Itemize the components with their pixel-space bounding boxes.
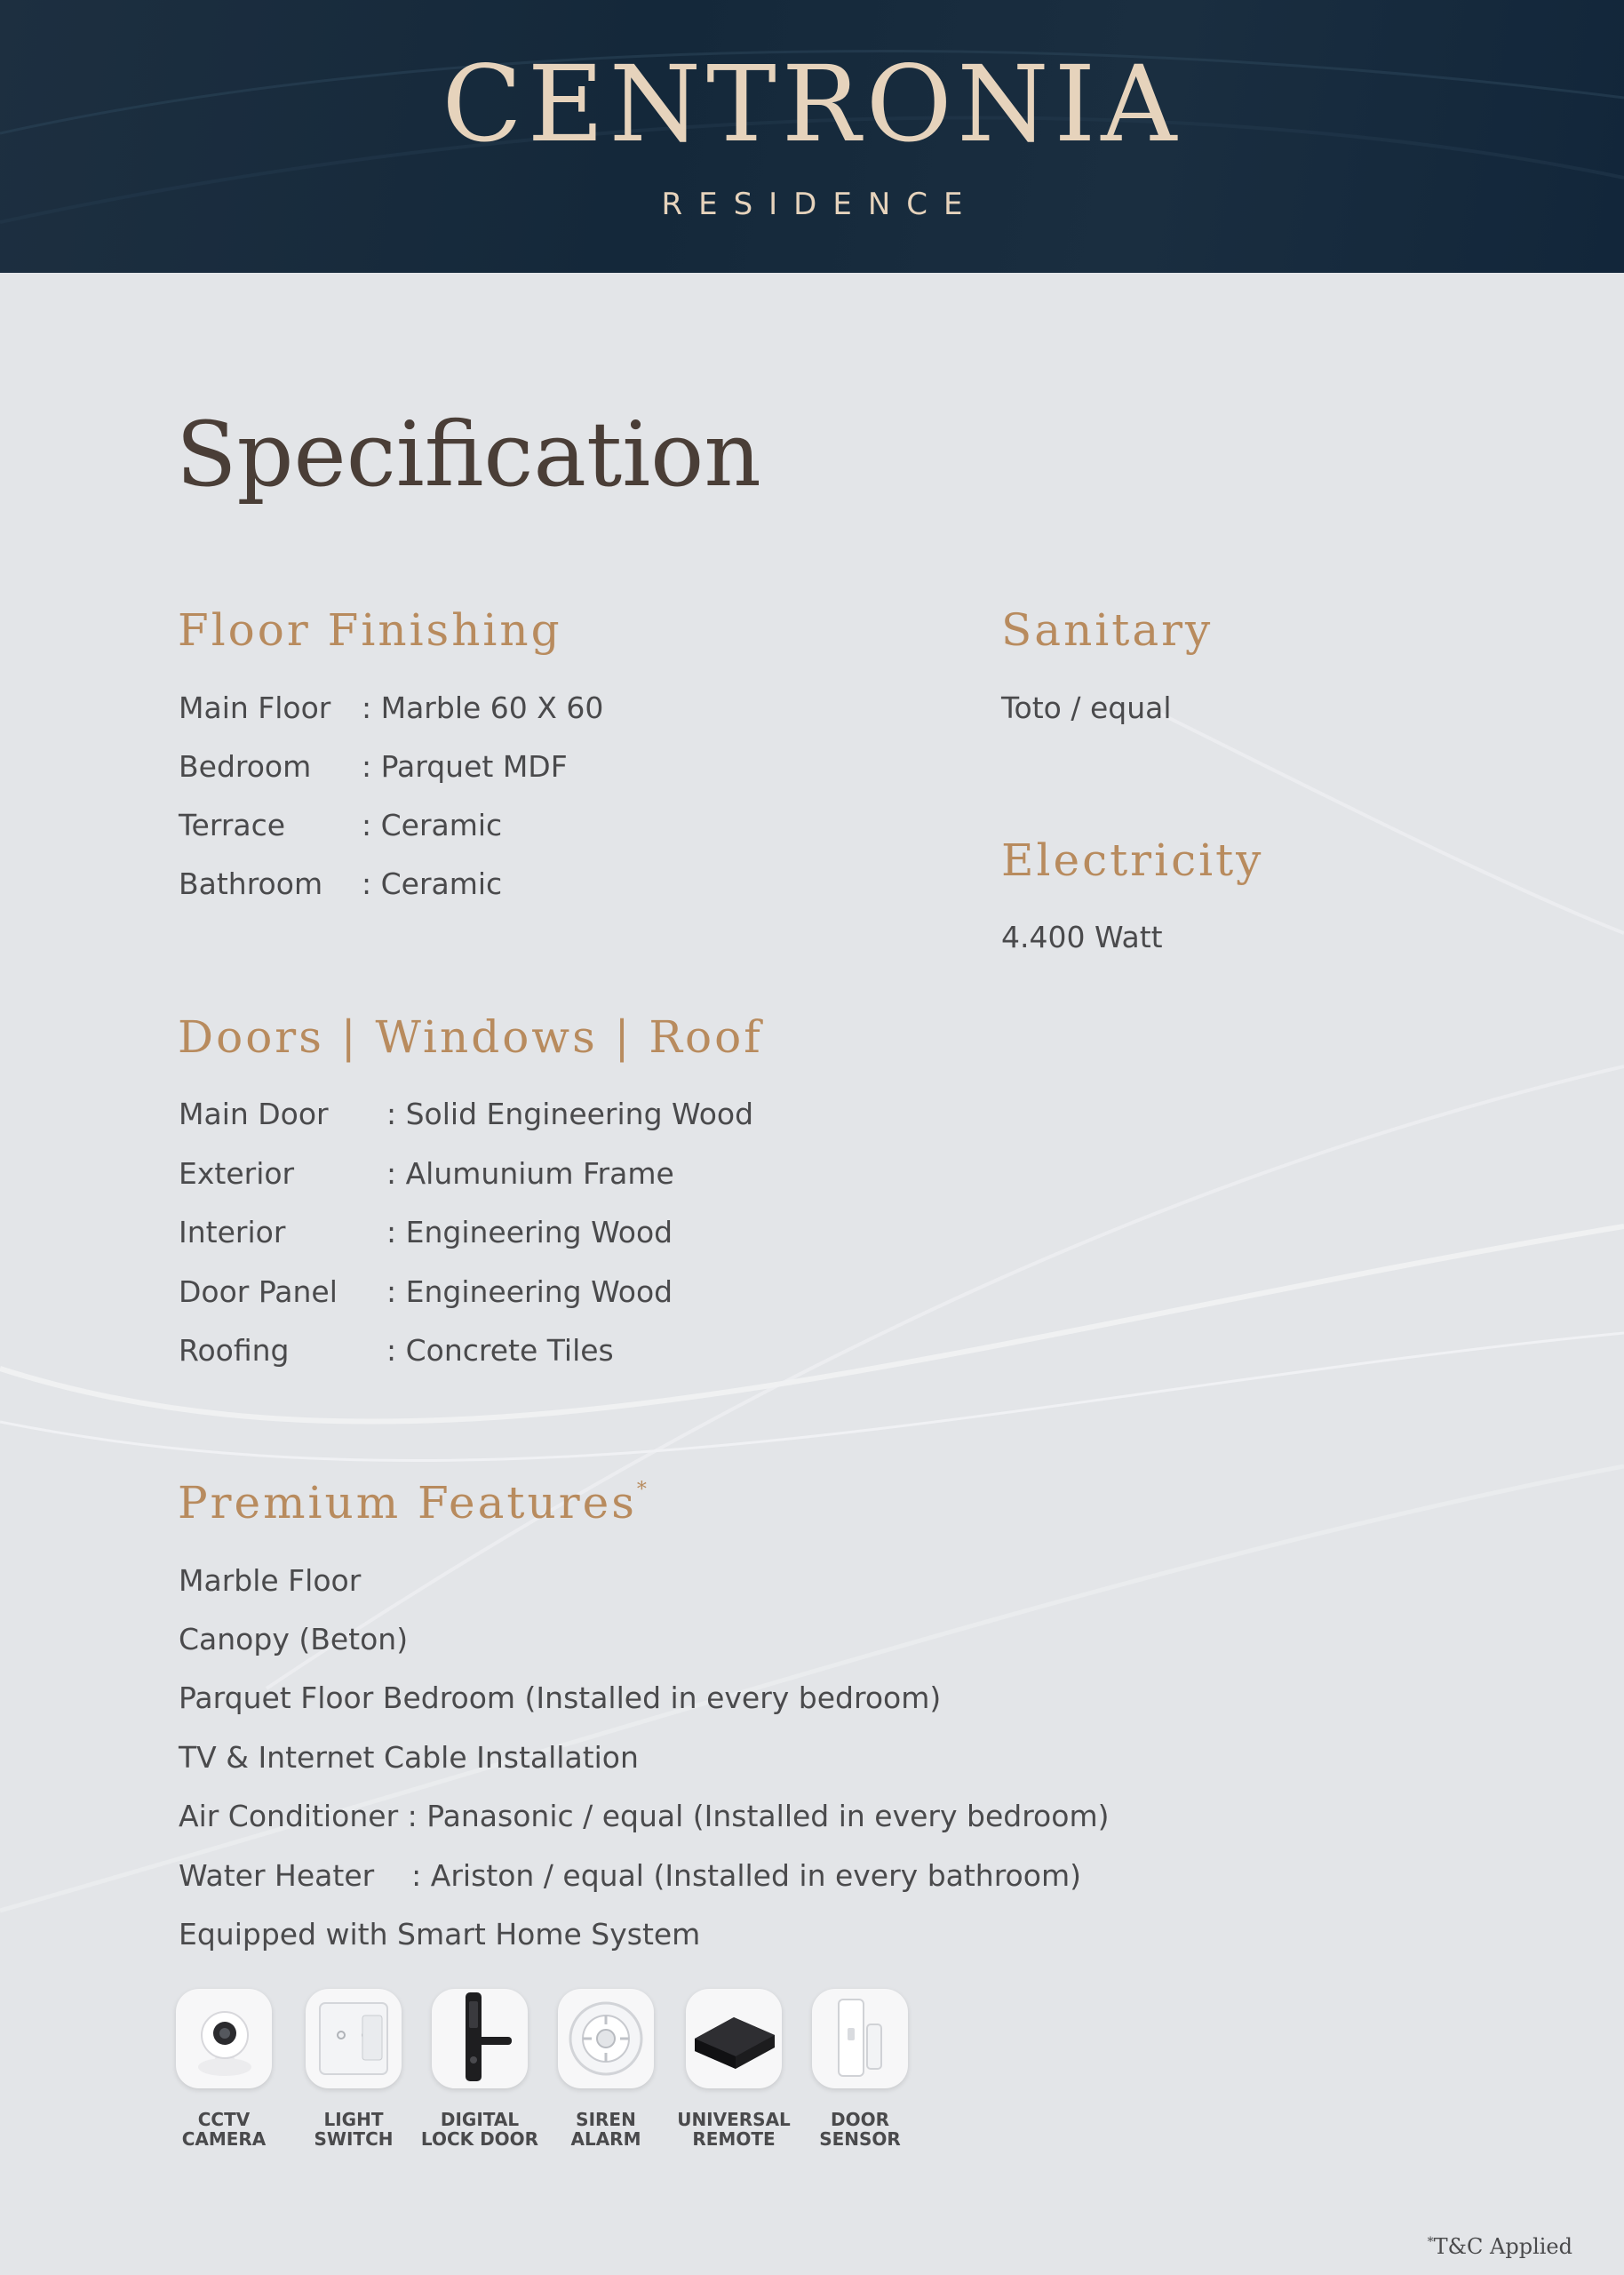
digital-lock-label xyxy=(413,2110,546,2149)
spec-value: : Parquet MDF xyxy=(362,749,568,784)
feature-item: Air Conditioner : Panasonic / equal (Installed in every bedroom) xyxy=(179,1799,1110,1833)
spec-row xyxy=(179,1274,673,1309)
premium-heading-text: Premium Features xyxy=(178,1477,637,1529)
light-switch-label-1: LIGHT xyxy=(323,2109,384,2130)
header-banner xyxy=(0,0,1624,273)
spec-value: : Marble 60 X 60 xyxy=(362,690,604,725)
universal-remote-icon xyxy=(686,1989,782,2088)
light-switch-label-2: SWITCH xyxy=(314,2128,394,2150)
terms-text: T&C Applied xyxy=(1433,2234,1572,2259)
premium-heading-mark: * xyxy=(636,1479,649,1501)
door-sensor-icon xyxy=(812,1989,908,2088)
electricity-heading: Electricity xyxy=(1001,834,1264,886)
premium-heading xyxy=(178,1477,649,1529)
light-switch-icon xyxy=(306,1989,402,2088)
spec-value: : Solid Engineering Wood xyxy=(386,1097,754,1131)
feature-item: Water Heater : Ariston / equal (Installed in every bathroom) xyxy=(179,1858,1081,1893)
spec-value: : Engineering Wood xyxy=(386,1274,673,1309)
digital-lock-icon xyxy=(432,1989,528,2088)
spec-label: Bathroom xyxy=(179,866,323,901)
spec-label: Terrace xyxy=(179,808,286,842)
cctv-camera-icon xyxy=(176,1989,272,2088)
spec-row xyxy=(179,1333,614,1368)
spec-value: : Alumunium Frame xyxy=(386,1156,674,1191)
feature-item: TV & Internet Cable Installation xyxy=(179,1740,639,1775)
terms-mark: * xyxy=(1427,2235,1434,2249)
spec-label: Exterior xyxy=(179,1156,295,1191)
universal-remote-label xyxy=(667,2110,800,2149)
electricity-value: 4.400 Watt xyxy=(1001,920,1163,954)
spec-row xyxy=(179,810,502,840)
spec-label: Roofing xyxy=(179,1333,290,1368)
cctv-camera-label-2: CAMERA xyxy=(181,2128,267,2150)
floor-finishing-heading: Floor Finishing xyxy=(178,604,562,656)
spec-value: : Ceramic xyxy=(362,866,503,901)
siren-alarm-label-1: SIREN xyxy=(576,2109,636,2130)
doors-heading: Doors | Windows | Roof xyxy=(178,1011,763,1063)
siren-alarm-icon xyxy=(558,1989,654,2088)
terms-footnote xyxy=(1428,2236,1572,2257)
siren-alarm-label-2: ALARM xyxy=(570,2128,641,2150)
spec-row xyxy=(179,866,503,901)
spec-value: : Engineering Wood xyxy=(386,1215,673,1249)
spec-row xyxy=(179,690,604,725)
feature-item: Marble Floor xyxy=(179,1563,362,1598)
cctv-camera-label-1: CCTV xyxy=(197,2109,251,2130)
spec-label: Bedroom xyxy=(179,749,312,784)
spec-row xyxy=(179,1099,753,1129)
universal-remote-label-1: UNIVERSAL xyxy=(677,2109,791,2130)
light-switch-label xyxy=(287,2110,420,2149)
universal-remote-label-2: REMOTE xyxy=(692,2128,776,2150)
page-title: Specification xyxy=(176,403,761,507)
digital-lock-label-1: DIGITAL xyxy=(440,2109,520,2130)
spec-label: Interior xyxy=(179,1215,286,1249)
spec-label: Main Floor xyxy=(179,690,331,725)
spec-label: Door Panel xyxy=(179,1274,338,1309)
spec-row xyxy=(179,749,568,784)
siren-alarm-label xyxy=(539,2110,673,2149)
feature-item: Equipped with Smart Home System xyxy=(179,1917,701,1952)
spec-value: : Ceramic xyxy=(362,808,503,842)
cctv-camera-label xyxy=(157,2110,291,2149)
brand-logo: CENTRONIA xyxy=(442,43,1182,165)
spec-label: Main Door xyxy=(179,1097,329,1131)
spec-row xyxy=(179,1217,673,1247)
spec-value: : Concrete Tiles xyxy=(386,1333,614,1368)
feature-item: Parquet Floor Bedroom (Installed in every bedroom) xyxy=(179,1680,942,1715)
sanitary-heading: Sanitary xyxy=(1001,604,1214,656)
sanitary-value: Toto / equal xyxy=(1001,690,1172,725)
brand-tagline: RESIDENCE xyxy=(661,187,979,222)
digital-lock-label-2: LOCK DOOR xyxy=(420,2128,539,2150)
door-sensor-label-1: DOOR xyxy=(830,2109,889,2130)
door-sensor-label xyxy=(793,2110,927,2149)
spec-row xyxy=(179,1156,674,1191)
door-sensor-label-2: SENSOR xyxy=(819,2128,901,2150)
feature-item: Canopy (Beton) xyxy=(179,1622,409,1656)
